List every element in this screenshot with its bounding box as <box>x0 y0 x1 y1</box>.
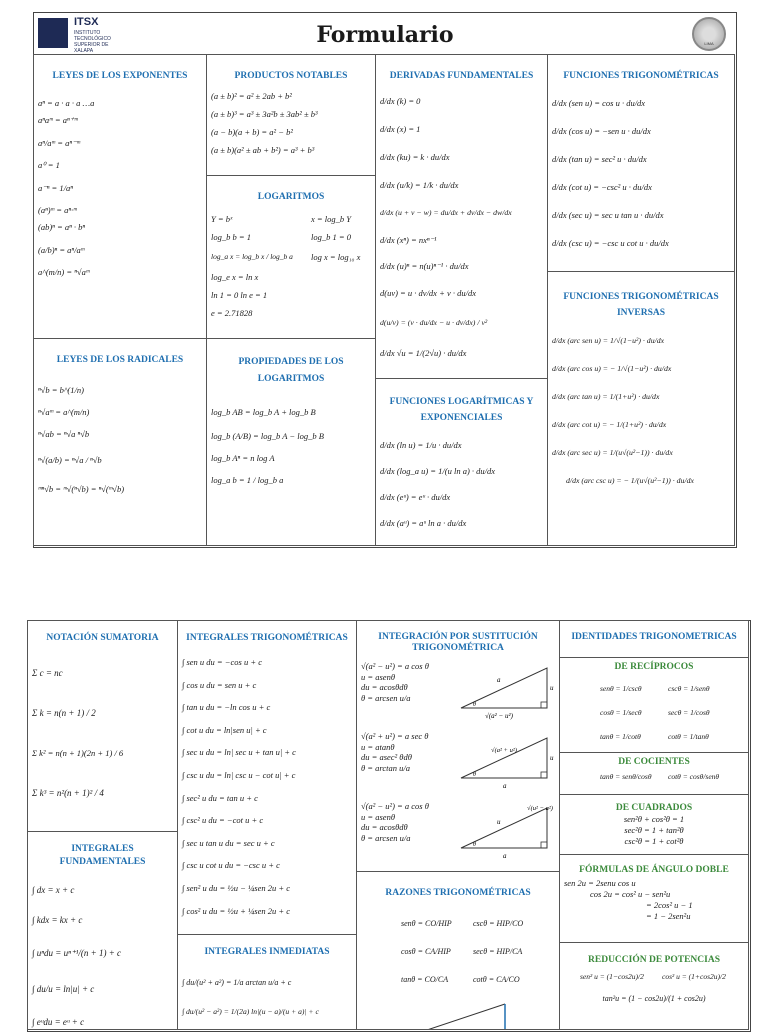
formula: e = 2.71828 <box>211 308 253 318</box>
formula: θ = arcsen u/a <box>361 833 411 843</box>
formula: x = log_b Y <box>311 214 351 224</box>
formula: senθ = CO/HIP <box>401 919 452 928</box>
formula: log_a b = 1 / log_b a <box>211 475 284 485</box>
derivadas-title: DERIVADAS FUNDAMENTALES <box>389 71 534 81</box>
tri-label: a <box>497 676 501 684</box>
formula: csc²θ = 1 + cot²θ <box>624 836 684 846</box>
formula: d/dx (cot u) = −csc² u · du/dx <box>552 182 652 192</box>
formula: log_b Aⁿ = n log A <box>211 453 275 463</box>
int-inm-title: INTEGRALES INMEDIATAS <box>204 947 330 957</box>
formula: aⁿ/aᵐ = aⁿ⁻ᵐ <box>38 138 81 148</box>
tri-label: u <box>550 754 554 762</box>
formula: d/dx (cos u) = −sen u · du/dx <box>552 126 651 136</box>
notables-title: PRODUCTOS NOTABLES <box>234 71 348 81</box>
logaritmos-title: LOGARITMOS <box>257 192 325 202</box>
formula: (a ± b)(a² ± ab + b²) = a³ + b³ <box>211 145 315 155</box>
formula: d/dx (xⁿ) = nxⁿ⁻¹ <box>380 235 437 245</box>
tri-label: √(u² − a²) <box>527 805 553 812</box>
tri-label: √(a² − u²) <box>485 712 513 720</box>
formula: d/dx (sec u) = sec u tan u · du/dx <box>552 210 664 220</box>
formula: (a ± b)³ = a³ ± 3a²b ± 3ab² ± b³ <box>211 109 318 119</box>
formula: tanθ = CO/CA <box>401 975 449 984</box>
tri-label: u <box>550 684 554 692</box>
sustitucion-block-3 <box>361 800 555 870</box>
tri-label: a <box>503 782 507 790</box>
formula: ∫ du/u = ln|u| + c <box>32 984 95 994</box>
formula: (aⁿ)ᵐ = aⁿ·ᵐ <box>38 205 77 215</box>
formula: Σ k² = n(n + 1)(2n + 1) / 6 <box>32 748 124 758</box>
formula: log_b AB = log_b A + log_b B <box>211 407 316 417</box>
formula: ∫ cos u du = sen u + c <box>182 679 257 690</box>
logaritmos-section <box>206 175 376 339</box>
formula: u = asenθ <box>361 812 395 822</box>
formula: ∫ dx = x + c <box>32 885 75 895</box>
formula: ᵐⁿ√b = ᵐ√(ⁿ√b) = ⁿ√(ᵐ√b) <box>38 484 125 494</box>
exponentes-title: LEYES DE LOS EXPONENTES <box>52 71 188 81</box>
formula: ∫ sec u du = ln| sec u + tan u| + c <box>182 747 296 758</box>
sustitucion-title: INTEGRACIÓN POR SUSTITUCIÓN TRIGONOMÉTRICA <box>378 632 538 653</box>
potencias-block <box>560 942 748 1030</box>
formula: ∫ csc u du = ln| csc u − cot u| + c <box>182 769 296 780</box>
formula: cotθ = cosθ/senθ <box>668 772 720 781</box>
doble-block <box>560 854 748 942</box>
razones-section <box>356 871 560 1030</box>
formula: cosθ = CA/HIP <box>401 947 451 956</box>
formula: u = atanθ <box>361 742 395 752</box>
formula: log_a x = log_b x / log_b a <box>211 252 293 261</box>
formula: aⁿaᵐ = aⁿ⁺ᵐ <box>38 115 78 125</box>
tri-label: u <box>497 818 501 826</box>
formula: Σ c = nc <box>32 668 63 678</box>
trig-section <box>547 54 735 272</box>
formula: Y = bˣ <box>211 214 233 224</box>
formula: ∫ du/(u² − a²) = 1/(2a) ln|(u − a)/(u + a)| + c <box>182 1007 319 1016</box>
formula: = 1 − 2sen²u <box>646 911 691 921</box>
formula: ∫ tan u du = −ln cos u + c <box>182 702 271 713</box>
formula: log_e x = ln x <box>211 272 259 282</box>
formula: log_b b = 1 <box>211 232 251 242</box>
trig-inv-title: FUNCIONES TRIGONOMÉTRICAS INVERSAS <box>563 292 719 318</box>
triangle-diagram-3 <box>455 800 555 860</box>
logo-subtitle: INSTITUTO TECNOLÓGICO SUPERIOR DE XALAPA <box>74 30 111 54</box>
formula: ∫ csc² u du = −cot u + c <box>182 815 264 826</box>
formula: d/dx (u + v − w) = du/dx + dv/dx − dw/dx <box>380 208 512 217</box>
formula: (a/b)ⁿ = aⁿ/aᵐ <box>38 245 85 255</box>
formula: d(uv) = u · dv/dx + v · du/dx <box>380 288 476 298</box>
triangle-diagram-1 <box>455 660 555 720</box>
formula: log x = log₁₀ x <box>311 252 361 262</box>
formula: (ab)ⁿ = aⁿ · bⁿ <box>38 222 86 232</box>
formula: u = asenθ <box>361 672 395 682</box>
formula: ∫ sen u du = −cos u + c <box>182 657 262 667</box>
cocientes-title: DE COCIENTES <box>618 757 690 767</box>
cuadrados-title: DE CUADRADOS <box>615 803 693 813</box>
formula: d/dx (x) = 1 <box>380 124 421 134</box>
formula: tan²u = (1 − cos2u)/(1 + cos2u) <box>602 994 706 1003</box>
tri-label: √(a² + u²) <box>491 747 517 754</box>
formula: cosθ = 1/secθ <box>600 708 642 717</box>
formula: Σ k³ = n²(n + 1)² / 4 <box>32 788 104 798</box>
formula: tanθ = senθ/cosθ <box>600 772 652 781</box>
formula: cscθ = HIP/CO <box>473 919 524 928</box>
cocientes-block <box>560 752 748 794</box>
formula: d/dx (aᵘ) = aᵘ ln a · du/dx <box>380 518 467 528</box>
formula: d/dx (arc sen u) = 1/√(1−u²) · du/dx <box>552 336 665 345</box>
sustitucion-section <box>356 620 560 872</box>
notables-section <box>206 54 376 176</box>
formula: d/dx (arc cos u) = − 1/√(1−u²) · du/dx <box>552 364 672 373</box>
potencias-title: REDUCCIÓN DE POTENCIAS <box>588 955 720 965</box>
formula: ∫ cos² u du = ½u + ¼sen 2u + c <box>182 905 291 916</box>
formula: = 2cos² u − 1 <box>646 900 693 910</box>
formula: d/dx (ln u) = 1/u · du/dx <box>380 440 462 450</box>
formula: sen² u = (1−cos2u)/2 <box>580 972 644 981</box>
seal-text: LIMA <box>704 41 714 46</box>
formula: d/dx (u)ⁿ = n(u)ⁿ⁻¹ · du/dx <box>380 261 469 271</box>
formula: d/dx (tan u) = sec² u · du/dx <box>552 154 647 164</box>
formula: d/dx √u = 1/(2√u) · du/dx <box>380 348 467 358</box>
formula: ∫ cot u du = ln|sen u| + c <box>182 724 267 735</box>
formula: ∫ kdx = kx + c <box>32 915 83 925</box>
radicales-section <box>33 338 207 546</box>
sumatoria-section <box>27 620 178 832</box>
formula: secθ = HIP/CA <box>473 947 523 956</box>
formula: d/dx (arc cot u) = − 1/(1+u²) · du/dx <box>552 420 667 429</box>
formula: d/dx (csc u) = −csc u cot u · du/dx <box>552 238 669 248</box>
formula: ∫ uⁿdu = uⁿ⁺¹/(n + 1) + c <box>32 948 122 958</box>
int-inm-section <box>177 934 357 1030</box>
formula: ∫ sen² u du = ½u − ¼sen 2u + c <box>182 882 291 893</box>
seal-icon <box>692 17 726 51</box>
doble-title: FÓRMULAS DE ÁNGULO DOBLE <box>579 865 729 875</box>
formula: d/dx (u/k) = 1/k · du/dx <box>380 180 459 190</box>
formula: sen 2u = 2senu cos u <box>564 878 636 888</box>
int-fund-section <box>27 831 178 1030</box>
int-trig-section <box>177 620 357 935</box>
formula: secθ = 1/cosθ <box>668 708 710 717</box>
trig-title: FUNCIONES TRIGONOMÉTRICAS <box>563 71 719 81</box>
formula: cotθ = 1/tanθ <box>668 732 709 741</box>
logo-text: ITSX <box>74 16 99 28</box>
formula: du = acosθdθ <box>361 682 408 692</box>
formula: d/dx (k) = 0 <box>380 96 421 106</box>
page-title: Formulario <box>316 22 454 48</box>
formula: log_b 1 = 0 <box>311 232 351 242</box>
identidades-section <box>559 620 749 1030</box>
trig-inv-section <box>547 271 735 546</box>
formula: senθ = 1/cscθ <box>600 684 642 693</box>
cuadrados-block <box>560 794 748 854</box>
formula: sec²θ = 1 + tan²θ <box>624 825 684 835</box>
formula: log_b (A/B) = log_b A − log_b B <box>211 431 324 441</box>
formula: ln 1 = 0 ln e = 1 <box>211 290 268 300</box>
formula: ∫ du/(u² + a²) = 1/a arctan u/a + c <box>182 978 292 987</box>
razones-title: RAZONES TRIGONOMÉTRICAS <box>385 888 531 898</box>
formula: ⁿ√ab = ⁿ√a ⁿ√b <box>38 429 90 439</box>
formula: ⁿ√aᵐ = a^(m/n) <box>38 407 90 417</box>
identidades-title: IDENTIDADES TRIGONOMETRICAS <box>571 632 737 642</box>
formula: ⁿ√b = b^(1/n) <box>38 385 84 395</box>
formula: θ = arctan u/a <box>361 763 411 773</box>
formula: ∫ csc u cot u du = −csc u + c <box>182 860 280 871</box>
formula: ⁿ√(a/b) = ⁿ√a / ⁿ√b <box>38 455 102 465</box>
triangle-diagram-razones <box>421 1002 511 1030</box>
formula: du = asec² θdθ <box>361 752 412 762</box>
derivadas-section <box>375 54 548 379</box>
reciprocos-block <box>560 657 748 752</box>
sumatoria-title: NOTACIÓN SUMATORIA <box>46 633 159 643</box>
formula: cos 2u = cos² u − sen²u <box>590 889 671 899</box>
formula: du = acosθdθ <box>361 822 408 832</box>
prop-log-section <box>206 338 376 546</box>
formula: d/dx (arc tan u) = 1/(1+u²) · du/dx <box>552 392 660 401</box>
formula: a⁻ⁿ = 1/aⁿ <box>38 183 73 193</box>
triangle-diagram-2 <box>455 730 555 790</box>
reciprocos-title: DE RECÍPROCOS <box>614 662 694 672</box>
formula: d/dx (log_a u) = 1/(u ln a) · du/dx <box>380 466 496 476</box>
formula: d/dx (arc sec u) = 1/(u√(u²−1)) · du/dx <box>552 448 673 457</box>
formula: a⁰ = 1 <box>38 160 60 170</box>
formula: √(a² − u²) = a cos θ <box>361 801 429 811</box>
formula: ∫ sec u tan u du = sec u + c <box>182 837 275 848</box>
formula: sen²θ + cos²θ = 1 <box>623 814 685 824</box>
formula: Σ k = n(n + 1) / 2 <box>32 708 96 718</box>
tri-label: θ <box>473 702 476 708</box>
formula: cos² u = (1+cos2u)/2 <box>662 972 726 981</box>
formula: a^(m/n) = ⁿ√aᵐ <box>38 267 90 277</box>
formula: (a − b)(a + b) = a² − b² <box>211 127 293 137</box>
formula: √(a² + u²) = a sec θ <box>361 731 429 741</box>
formula: cscθ = 1/senθ <box>668 684 710 693</box>
formula: θ = arcsen u/a <box>361 693 411 703</box>
formula: d/dx (arc csc u) = − 1/(u√(u²−1)) · du/dx <box>566 476 694 485</box>
formula: ∫ sec² u du = tan u + c <box>182 792 258 803</box>
formula: aⁿ = a · a · a …a <box>38 98 95 108</box>
log-exp-section <box>375 378 548 546</box>
int-fund-title: INTEGRALES FUNDAMENTALES <box>59 844 146 867</box>
formula: d(u/v) = (v · du/dx − u · dv/dx) / v² <box>380 318 488 327</box>
formula: (a ± b)² = a² ± 2ab + b² <box>211 91 292 101</box>
tri-label: θ <box>473 842 476 848</box>
formula: d/dx (sen u) = cos u · du/dx <box>552 98 646 108</box>
tri-label: θ <box>473 772 476 778</box>
formula: tanθ = 1/cotθ <box>600 732 641 741</box>
exponentes-section <box>33 54 207 339</box>
sustitucion-block-1 <box>361 660 555 730</box>
formula: d/dx (ku) = k · du/dx <box>380 152 450 162</box>
formula: √(a² − u²) = a cos θ <box>361 661 429 671</box>
formula: d/dx (eᵘ) = eᵘ · du/dx <box>380 492 451 502</box>
sustitucion-block-2 <box>361 730 555 800</box>
formula: cotθ = CA/CO <box>473 975 520 984</box>
formula: ∫ eᵘdu = eᵘ + c <box>32 1017 85 1027</box>
tri-label: a <box>503 852 507 860</box>
prop-log-title: PROPIEDADES DE LOS LOGARITMOS <box>238 357 344 384</box>
log-exp-title: FUNCIONES LOGARÍTMICAS Y EXPONENCIALES <box>389 397 534 423</box>
radicales-title: LEYES DE LOS RADICALES <box>56 355 184 365</box>
int-trig-title: INTEGRALES TRIGONOMÉTRICAS <box>186 633 348 643</box>
